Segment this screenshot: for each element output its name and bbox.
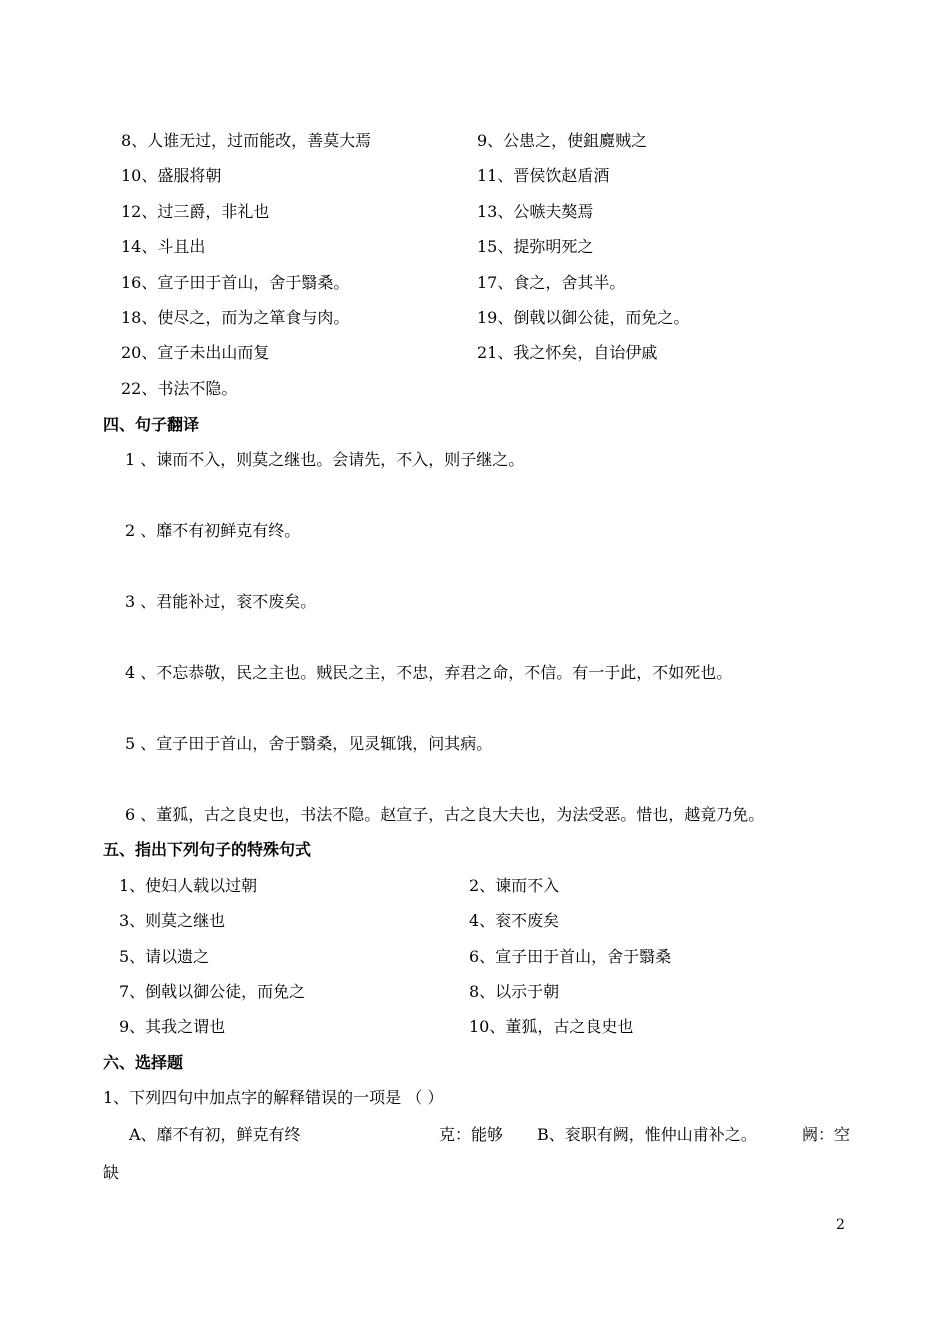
list-item: 22、书法不隐。: [121, 379, 238, 398]
list-item: 15、提弥明死之: [477, 237, 594, 256]
list-item: 4、衮不废矣: [469, 911, 560, 930]
list-item: 17、食之，舍其半。: [477, 273, 626, 292]
section-heading: 五、指出下列句子的特殊句式: [103, 840, 312, 859]
list-item: 9、公患之，使鉏麑贼之: [477, 131, 648, 150]
list-item: 1 、谏而不入，则莫之继也。会请先，不入，则子继之。: [125, 450, 525, 469]
list-item: 5 、宣子田于首山，舍于翳桑，见灵辄饿，问其病。: [125, 734, 493, 753]
section-heading: 四、句子翻译: [103, 415, 200, 434]
list-item: 13、公嗾夫獒焉: [477, 202, 594, 221]
list-item: 18、使尽之，而为之箪食与肉。: [121, 308, 350, 327]
list-item: 6 、董狐，古之良史也，书法不隐。赵宣子，古之良大夫也，为法受恶。惜也，越竟乃免。: [125, 805, 765, 824]
list-item: 8、人谁无过，过而能改，善莫大焉: [121, 131, 372, 150]
list-item: 2 、靡不有初鲜克有终。: [125, 521, 301, 540]
option-a-definition: 克：能够: [439, 1125, 504, 1144]
list-item: 19、倒戟以御公徒，而免之。: [477, 308, 690, 327]
list-item: 16、宣子田于首山，舍于翳桑。: [121, 273, 350, 292]
page-number: 2: [836, 1217, 845, 1233]
list-item: 4 、不忘恭敬，民之主也。贼民之主，不忠，弃君之命，不信。有一于此，不如死也。: [125, 663, 733, 682]
list-item: 8、以示于朝: [469, 982, 560, 1001]
list-item: 2、谏而不入: [469, 876, 560, 895]
question-text: 1、下列四句中加点字的解释错误的一项是 （ ）: [103, 1088, 444, 1107]
list-item: 14、斗且出: [121, 237, 206, 256]
list-item: 3、则莫之继也: [119, 911, 226, 930]
list-item: 20、宣子未出山而复: [121, 343, 270, 362]
list-item: 9、其我之谓也: [119, 1017, 226, 1036]
section-heading: 六、选择题: [103, 1053, 184, 1072]
list-item: 10、董狐，古之良史也: [469, 1017, 634, 1036]
list-item: 5、请以遗之: [119, 947, 210, 966]
option-b: B、衮职有阙，惟仲山甫补之。: [537, 1125, 757, 1144]
option-b-definition-continued: 缺: [103, 1163, 120, 1182]
list-item: 10、盛服将朝: [121, 166, 222, 185]
option-a: A、靡不有初，鲜克有终: [129, 1125, 301, 1144]
option-b-definition: 阙：空: [802, 1125, 851, 1144]
list-item: 21、我之怀矣，自诒伊戚: [477, 343, 658, 362]
list-item: 3 、君能补过，衮不废矣。: [125, 592, 317, 611]
list-item: 1、使妇人载以过朝: [119, 876, 258, 895]
list-item: 6、宣子田于首山，舍于翳桑: [469, 947, 672, 966]
list-item: 11、晋侯饮赵盾酒: [477, 166, 610, 185]
list-item: 7、倒戟以御公徒，而免之: [119, 982, 306, 1001]
list-item: 12、过三爵，非礼也: [121, 202, 270, 221]
